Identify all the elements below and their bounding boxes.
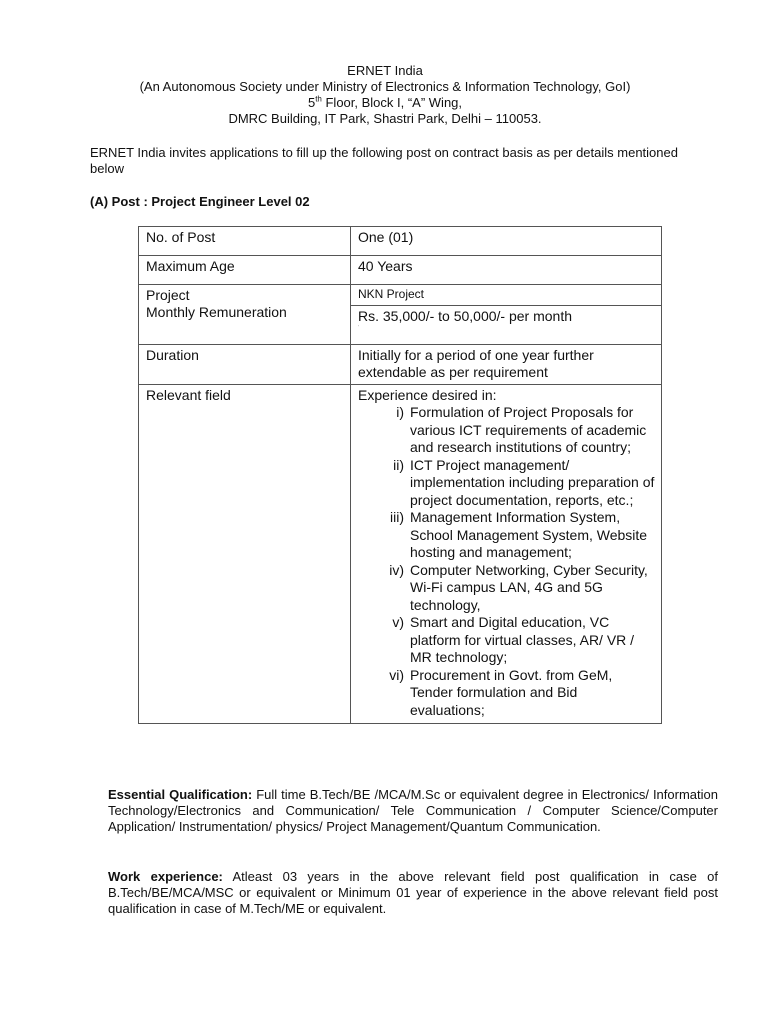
work-text: Atleast 03 years in the above relevant field post qualification in case of B.Tech/BE/MCA/MSC or equivalent or Minimum 01 year of experience in the above relevant field post qualification in case of M.Tech/ME or equivalent. xyxy=(108,869,718,916)
floor-number: 5 xyxy=(307,95,316,110)
row-label: Monthly Remuneration xyxy=(146,304,287,320)
table-row xyxy=(139,256,662,285)
essential-text: Full time B.Tech/BE /MCA/M.Sc or equivalent degree in Electronics/ Information Technology/Electronics and Communication/ Tele Communication / Computer Science/Computer Application/ Instrumentation/ physics/ Project Management/Quantum Communication. xyxy=(108,787,718,834)
document-header xyxy=(0,63,770,127)
list-item xyxy=(358,509,655,562)
table-row xyxy=(139,345,662,385)
row-value: Rs. 35,000/- to 50,000/- per month xyxy=(358,308,573,324)
list-item xyxy=(358,562,655,615)
list-text: Smart and Digital education, VC platform for virtual classes, AR/ VR / MR technology; xyxy=(410,614,635,665)
address-line-2: DMRC Building, IT Park, Shastri Park, Delhi – 110053. xyxy=(228,111,542,126)
floor-superscript: th xyxy=(315,94,322,104)
row-label-group xyxy=(139,285,351,345)
row-value: One (01) xyxy=(351,227,662,256)
work-label: Work experience: xyxy=(108,869,223,884)
post-heading: (A) Post : Project Engineer Level 02 xyxy=(90,194,310,209)
relevant-field-list xyxy=(358,404,655,720)
row-label: Relevant field xyxy=(139,385,351,724)
row-value: Initially for a period of one year further extendable as per requirement xyxy=(351,345,662,385)
list-text: Management Information System, School Management System, Website hosting and management; xyxy=(410,509,648,560)
row-label: Duration xyxy=(139,345,351,385)
table-row xyxy=(139,385,662,724)
floor-rest: Floor, Block I, “A” Wing, xyxy=(321,95,463,110)
list-item xyxy=(358,404,655,457)
row-value: 40 Years xyxy=(351,256,662,285)
post-details-table xyxy=(138,226,662,724)
row-value-cell xyxy=(351,385,662,724)
list-number: ii) xyxy=(393,456,404,473)
work-experience xyxy=(108,869,718,917)
org-name: ERNET India xyxy=(347,63,423,78)
org-subtitle: (An Autonomous Society under Ministry of Electronics & Information Technology, GoI) xyxy=(139,79,631,94)
row-value: Experience desired in: xyxy=(358,387,497,403)
list-item xyxy=(358,667,655,720)
table-row xyxy=(139,285,662,306)
list-number: vi) xyxy=(389,666,404,683)
row-label: Project xyxy=(146,287,190,303)
table-row xyxy=(139,227,662,256)
row-value-cell xyxy=(351,306,662,345)
intro-paragraph: ERNET India invites applications to fill up the following post on contract basis as per details mentioned below xyxy=(90,145,678,176)
list-number: i) xyxy=(396,404,404,420)
list-text: Computer Networking, Cyber Security, Wi-Fi campus LAN, 4G and 5G technology, xyxy=(410,561,648,613)
list-number: v) xyxy=(392,614,404,630)
list-number: iii) xyxy=(390,509,404,525)
list-text: ICT Project management/ implementation including preparation of project documentation, reports, etc.; xyxy=(410,456,655,508)
faint-mark: ' xyxy=(358,325,359,331)
list-text: Formulation of Project Proposals for various ICT requirements of academic and research institutions of country; xyxy=(410,404,647,455)
row-label: Maximum Age xyxy=(139,256,351,285)
list-item xyxy=(358,457,655,510)
row-label: No. of Post xyxy=(139,227,351,256)
list-text: Procurement in Govt. from GeM, Tender formulation and Bid evaluations; xyxy=(410,666,613,718)
list-item xyxy=(358,614,655,667)
list-number: iv) xyxy=(389,561,404,578)
row-value: NKN Project xyxy=(351,285,662,306)
essential-qualification xyxy=(108,787,718,835)
address-line-1 xyxy=(0,95,770,111)
essential-label: Essential Qualification: xyxy=(108,787,253,802)
